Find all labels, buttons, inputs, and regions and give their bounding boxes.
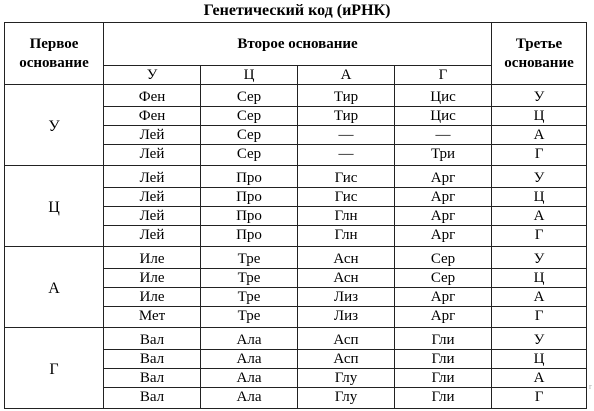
amino-acid-cell: Сер xyxy=(395,247,492,269)
amino-acid-cell: Иле xyxy=(104,247,201,269)
third-base-cell: Г xyxy=(492,307,587,328)
amino-acid-cell: Асп xyxy=(298,350,395,369)
amino-acid-cell: Арг xyxy=(395,288,492,307)
third-base-cell: А xyxy=(492,369,587,388)
amino-acid-cell: — xyxy=(298,145,395,166)
amino-acid-cell: Цис xyxy=(395,85,492,107)
amino-acid-cell: Гли xyxy=(395,369,492,388)
amino-acid-cell: Арг xyxy=(395,226,492,247)
amino-acid-cell: Три xyxy=(395,145,492,166)
amino-acid-cell: Тир xyxy=(298,107,395,126)
genetic-code-table xyxy=(4,22,587,409)
table-row xyxy=(5,166,587,188)
amino-acid-cell: Арг xyxy=(395,188,492,207)
amino-acid-cell: — xyxy=(395,126,492,145)
amino-acid-cell: — xyxy=(298,126,395,145)
amino-acid-cell: Арг xyxy=(395,207,492,226)
third-base-cell: Г xyxy=(492,145,587,166)
second-base-label: Ц xyxy=(201,66,298,85)
table-title: Генетический код (иРНК) xyxy=(203,2,391,19)
amino-acid-cell: Тре xyxy=(201,307,298,328)
amino-acid-cell: Ала xyxy=(201,369,298,388)
second-base-label: А xyxy=(298,66,395,85)
header-third-base: Третье основание xyxy=(492,23,587,85)
amino-acid-cell: Вал xyxy=(104,328,201,350)
third-base-cell: У xyxy=(492,328,587,350)
header-first-base: Первое основание xyxy=(5,23,104,85)
first-base-cell: У xyxy=(5,85,104,166)
amino-acid-cell: Асп xyxy=(298,328,395,350)
amino-acid-cell: Про xyxy=(201,207,298,226)
amino-acid-cell: Глн xyxy=(298,207,395,226)
amino-acid-cell: Глн xyxy=(298,226,395,247)
third-base-cell: А xyxy=(492,288,587,307)
amino-acid-cell: Лей xyxy=(104,166,201,188)
amino-acid-cell: Тре xyxy=(201,288,298,307)
amino-acid-cell: Лей xyxy=(104,145,201,166)
amino-acid-cell: Сер xyxy=(201,85,298,107)
amino-acid-cell: Гли xyxy=(395,328,492,350)
first-base-cell: Ц xyxy=(5,166,104,247)
amino-acid-cell: Гис xyxy=(298,188,395,207)
amino-acid-cell: Тре xyxy=(201,269,298,288)
amino-acid-cell: Асн xyxy=(298,269,395,288)
second-base-label: Г xyxy=(395,66,492,85)
amino-acid-cell: Иле xyxy=(104,269,201,288)
header-second-base: Второе основание xyxy=(104,23,492,66)
amino-acid-cell: Лей xyxy=(104,126,201,145)
amino-acid-cell: Лиз xyxy=(298,288,395,307)
amino-acid-cell: Глу xyxy=(298,369,395,388)
table-row xyxy=(5,85,587,107)
third-base-cell: Г xyxy=(492,388,587,409)
amino-acid-cell: Сер xyxy=(201,145,298,166)
third-base-cell: У xyxy=(492,85,587,107)
amino-acid-cell: Тре xyxy=(201,247,298,269)
amino-acid-cell: Цис xyxy=(395,107,492,126)
table-row xyxy=(5,247,587,269)
codon-table-body xyxy=(5,85,587,409)
amino-acid-cell: Мет xyxy=(104,307,201,328)
third-base-cell: Ц xyxy=(492,269,587,288)
amino-acid-cell: Про xyxy=(201,166,298,188)
third-base-cell: Г xyxy=(492,226,587,247)
amino-acid-cell: Гли xyxy=(395,350,492,369)
amino-acid-cell: Лей xyxy=(104,226,201,247)
amino-acid-cell: Арг xyxy=(395,166,492,188)
amino-acid-cell: Лиз xyxy=(298,307,395,328)
second-base-label: У xyxy=(104,66,201,85)
amino-acid-cell: Вал xyxy=(104,388,201,409)
amino-acid-cell: Лей xyxy=(104,188,201,207)
amino-acid-cell: Тир xyxy=(298,85,395,107)
amino-acid-cell: Про xyxy=(201,188,298,207)
first-base-cell: А xyxy=(5,247,104,328)
third-base-cell: У xyxy=(492,166,587,188)
third-base-cell: А xyxy=(492,126,587,145)
amino-acid-cell: Сер xyxy=(201,107,298,126)
third-base-cell: А xyxy=(492,207,587,226)
amino-acid-cell: Лей xyxy=(104,207,201,226)
third-base-cell: Ц xyxy=(492,188,587,207)
amino-acid-cell: Арг xyxy=(395,307,492,328)
first-base-cell: Г xyxy=(5,328,104,409)
amino-acid-cell: Сер xyxy=(395,269,492,288)
amino-acid-cell: Сер xyxy=(201,126,298,145)
amino-acid-cell: Вал xyxy=(104,369,201,388)
amino-acid-cell: Ала xyxy=(201,350,298,369)
amino-acid-cell: Фен xyxy=(104,107,201,126)
amino-acid-cell: Фен xyxy=(104,85,201,107)
page-mark: r xyxy=(589,382,592,391)
third-base-cell: У xyxy=(492,247,587,269)
amino-acid-cell: Про xyxy=(201,226,298,247)
amino-acid-cell: Вал xyxy=(104,350,201,369)
amino-acid-cell: Асн xyxy=(298,247,395,269)
table-row xyxy=(5,328,587,350)
third-base-cell: Ц xyxy=(492,107,587,126)
amino-acid-cell: Ала xyxy=(201,388,298,409)
amino-acid-cell: Гли xyxy=(395,388,492,409)
amino-acid-cell: Иле xyxy=(104,288,201,307)
third-base-cell: Ц xyxy=(492,350,587,369)
amino-acid-cell: Гис xyxy=(298,166,395,188)
amino-acid-cell: Глу xyxy=(298,388,395,409)
amino-acid-cell: Ала xyxy=(201,328,298,350)
